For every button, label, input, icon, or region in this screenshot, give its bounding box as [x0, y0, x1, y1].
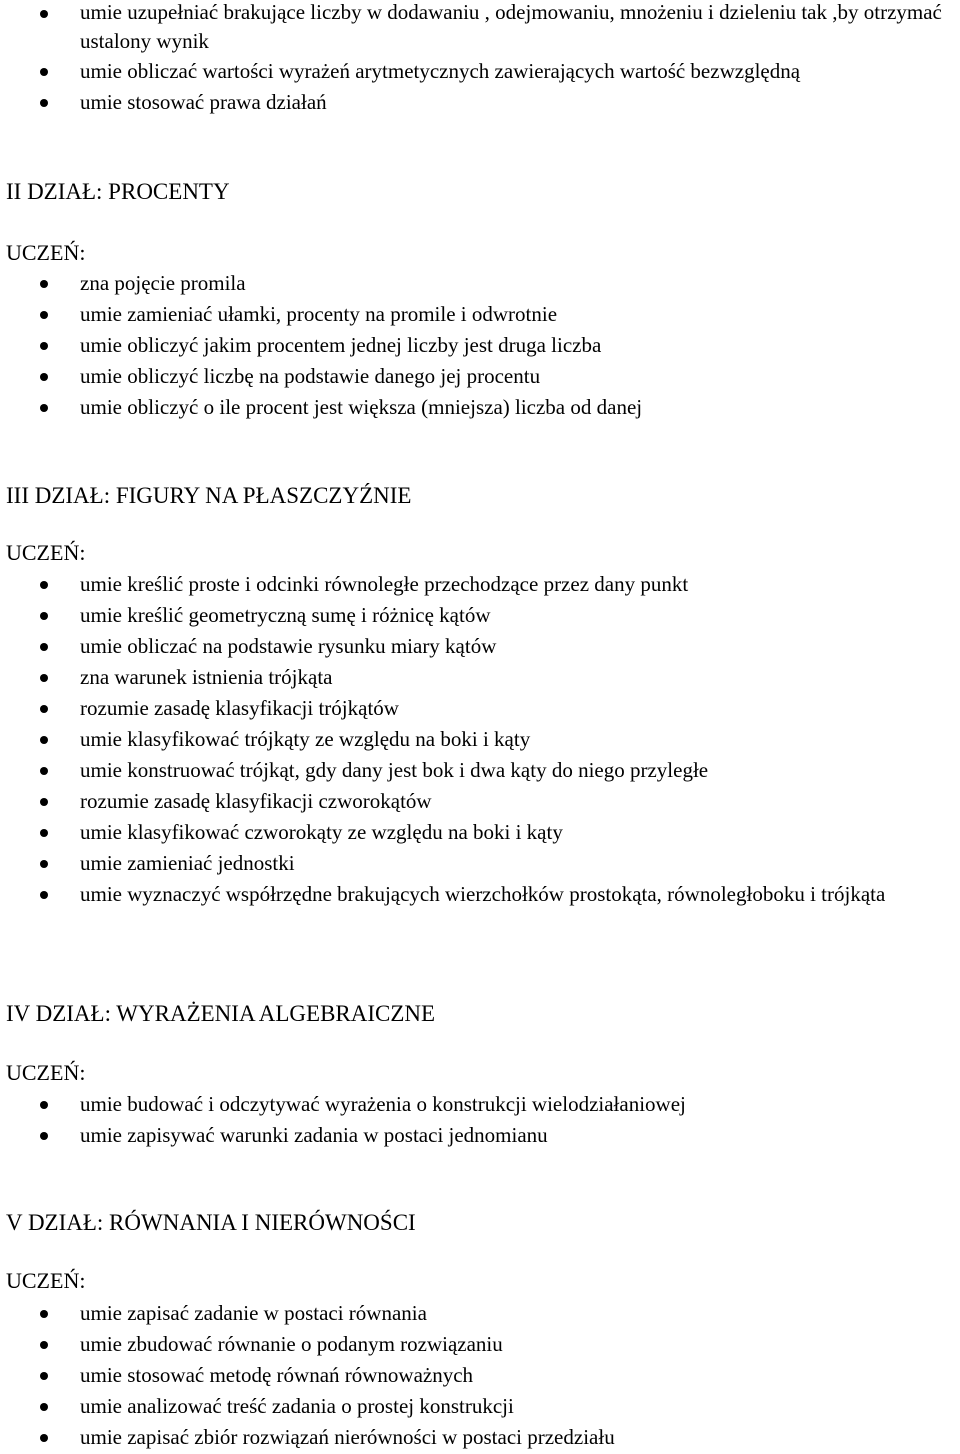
bullet-icon — [40, 1310, 48, 1318]
list-item — [0, 879, 960, 909]
section-list — [0, 1298, 960, 1453]
student-label: UCZEŃ: — [6, 1060, 86, 1085]
student-label: UCZEŃ: — [6, 240, 86, 265]
list-item-text: umie wyznaczyć współrzędne brakujących wierzchołków prostokąta, równoległoboku i trójkąta — [80, 882, 886, 906]
bullet-icon — [40, 99, 48, 107]
bullet-icon — [40, 829, 48, 837]
list-item-text: umie obliczyć o ile procent jest większa (mniejsza) liczba od danej — [80, 395, 643, 419]
bullet-icon — [40, 1403, 48, 1411]
list-item — [0, 817, 960, 848]
list-item — [0, 1329, 960, 1360]
list-item — [0, 600, 960, 631]
section-list — [0, 569, 960, 909]
list-item-text: umie obliczać na podstawie rysunku miary kątów — [80, 634, 497, 658]
list-item-text: umie klasyfikować trójkąty ze względu na boki i kąty — [80, 727, 531, 751]
bullet-icon — [40, 705, 48, 713]
list-item-text: umie zapisać zbiór rozwiązań nierówności w postaci przedziału — [80, 1425, 615, 1449]
list-item — [0, 693, 960, 724]
intro-block — [0, 0, 960, 118]
list-item — [0, 0, 960, 56]
bullet-icon — [40, 311, 48, 319]
list-item-text: umie obliczyć liczbę na podstawie danego jej procentu — [80, 364, 541, 388]
list-item-text: umie budować i odczytywać wyrażenia o konstrukcji wielodziałaniowej — [80, 1092, 686, 1116]
list-item-text: umie obliczać wartości wyrażeń arytmetycznych zawierających wartość bezwzględną — [80, 59, 801, 83]
list-item-text: zna warunek istnienia trójkąta — [80, 665, 333, 689]
bullet-icon — [40, 581, 48, 589]
section-title: II DZIAŁ: PROCENTY — [6, 179, 230, 204]
list-item-text: umie zamieniać ułamki, procenty na promile i odwrotnie — [80, 302, 558, 326]
list-item-text: rozumie zasadę klasyfikacji trójkątów — [80, 696, 399, 720]
list-item-text: umie zbudować równanie o podanym rozwiązaniu — [80, 1332, 503, 1356]
list-item — [0, 1089, 960, 1120]
list-item-text: umie uzupełniać brakujące liczby w dodawaniu , odejmowaniu, mnożeniu i dzieleniu tak ,by otrzymać ustalony wynik — [80, 0, 942, 53]
section-list-block — [0, 1089, 960, 1151]
list-item — [0, 1120, 960, 1151]
list-item-text: rozumie zasadę klasyfikacji czworokątów — [80, 789, 432, 813]
list-item-text: umie kreślić proste i odcinki równoległe przechodzące przez dany punkt — [80, 572, 689, 596]
bullet-icon — [40, 891, 48, 899]
section-list-block — [0, 1298, 960, 1453]
list-item — [0, 1391, 960, 1422]
list-item-text: umie klasyfikować czworokąty ze względu na boki i kąty — [80, 820, 563, 844]
bullet-icon — [40, 10, 48, 18]
bullet-icon — [40, 1132, 48, 1140]
list-item — [0, 87, 960, 118]
bullet-icon — [40, 674, 48, 682]
list-item-text: umie stosować metodę równań równoważnych — [80, 1363, 474, 1387]
section-list-block — [0, 268, 960, 423]
list-item-text: umie zapisać zadanie w postaci równania — [80, 1301, 427, 1325]
list-item-text: umie zapisywać warunki zadania w postaci jednomianu — [80, 1123, 548, 1147]
bullet-icon — [40, 1341, 48, 1349]
list-item — [0, 569, 960, 600]
section-title: V DZIAŁ: RÓWNANIA I NIERÓWNOŚCI — [6, 1210, 416, 1235]
list-item-text: umie zamieniać jednostki — [80, 851, 295, 875]
list-item — [0, 848, 960, 879]
list-item-text: umie stosować prawa działań — [80, 90, 327, 114]
list-item-text: umie konstruować trójkąt, gdy dany jest bok i dwa kąty do niego przyległe — [80, 758, 709, 782]
intro-list — [0, 0, 960, 118]
list-item — [0, 662, 960, 693]
list-item — [0, 1422, 960, 1453]
list-item — [0, 1298, 960, 1329]
bullet-icon — [40, 373, 48, 381]
list-item — [0, 299, 960, 330]
bullet-icon — [40, 404, 48, 412]
list-item — [0, 361, 960, 392]
bullet-icon — [40, 612, 48, 620]
bullet-icon — [40, 280, 48, 288]
bullet-icon — [40, 798, 48, 806]
bullet-icon — [40, 860, 48, 868]
bullet-icon — [40, 643, 48, 651]
list-item — [0, 330, 960, 361]
student-label: UCZEŃ: — [6, 540, 86, 565]
list-item — [0, 631, 960, 662]
bullet-icon — [40, 1372, 48, 1380]
bullet-icon — [40, 68, 48, 76]
list-item — [0, 1360, 960, 1391]
list-item-text: zna pojęcie promila — [80, 271, 246, 295]
bullet-icon — [40, 767, 48, 775]
student-label: UCZEŃ: — [6, 1268, 86, 1293]
section-title: IV DZIAŁ: WYRAŻENIA ALGEBRAICZNE — [6, 1001, 436, 1026]
list-item — [0, 724, 960, 755]
list-item — [0, 755, 960, 786]
bullet-icon — [40, 1434, 48, 1442]
list-item — [0, 786, 960, 817]
section-title: III DZIAŁ: FIGURY NA PŁASZCZYŹNIE — [6, 483, 412, 508]
list-item — [0, 392, 960, 423]
list-item — [0, 268, 960, 299]
bullet-icon — [40, 1101, 48, 1109]
list-item-text: umie kreślić geometryczną sumę i różnicę kątów — [80, 603, 491, 627]
list-item-text: umie analizować treść zadania o prostej konstrukcji — [80, 1394, 514, 1418]
list-item-text: umie obliczyć jakim procentem jednej liczby jest druga liczba — [80, 333, 602, 357]
section-list — [0, 268, 960, 423]
list-item — [0, 56, 960, 87]
bullet-icon — [40, 736, 48, 744]
bullet-icon — [40, 342, 48, 350]
section-list-block — [0, 569, 960, 909]
section-list — [0, 1089, 960, 1151]
